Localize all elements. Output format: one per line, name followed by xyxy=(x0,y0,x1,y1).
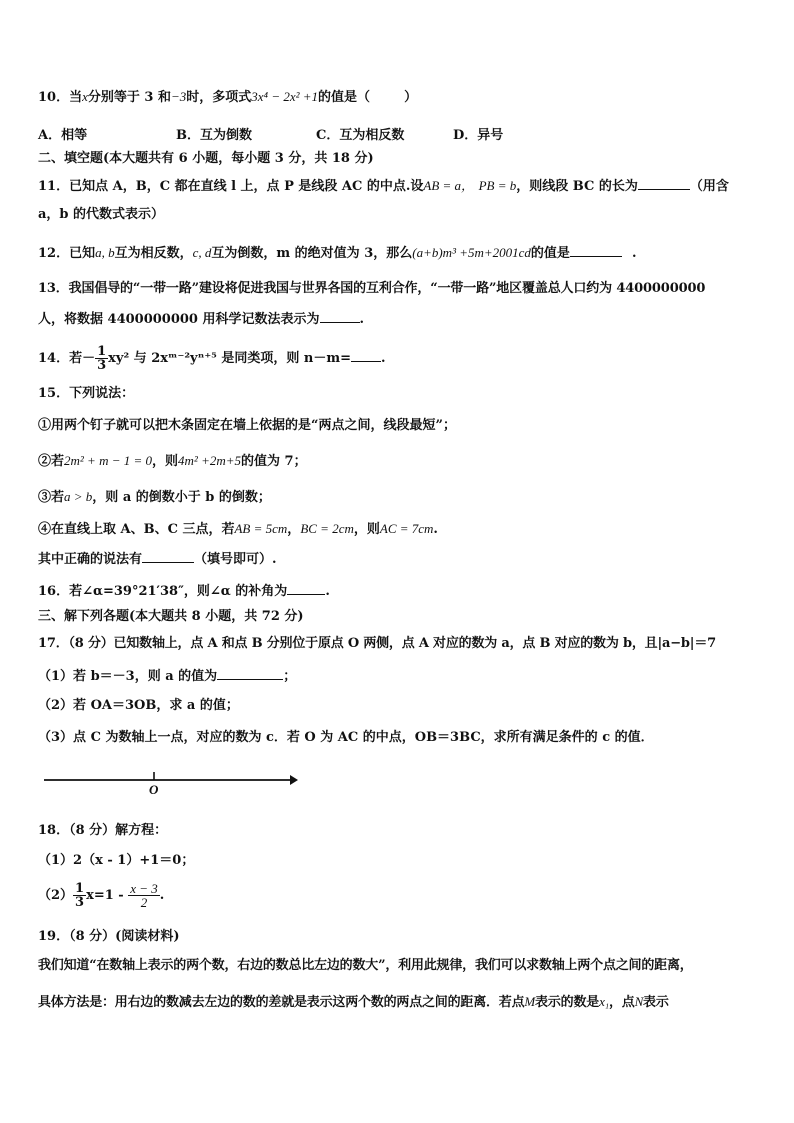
question-11-line1 xyxy=(38,177,758,196)
q12-expr: (a+b)m³ +5m+2001cd xyxy=(412,245,531,260)
answer-blank[interactable] xyxy=(217,667,283,680)
q15-text: ， xyxy=(287,522,301,537)
q15-expr: BC = 2cm xyxy=(300,521,354,536)
q18-text: . xyxy=(159,888,165,903)
q19-var: M xyxy=(524,994,536,1009)
question-19-stem: 19．（8 分）(阅读材料) xyxy=(38,929,180,944)
q15-expr: AB = 5cm xyxy=(234,521,288,536)
q10-text: 10．当 xyxy=(38,90,83,105)
fraction-numerator: 1 xyxy=(75,881,85,896)
section-2-heading: 二、填空题(本大题共有 6 小题，每小题 3 分，共 18 分) xyxy=(38,151,374,166)
q17-part-2: （2）若 OA＝3OB，求 a 的值； xyxy=(38,698,239,713)
q12-text: 互为相反数， xyxy=(114,246,193,261)
q15-conclusion xyxy=(38,550,758,569)
origin-label: O xyxy=(149,782,159,797)
q11-text: ，则线段 BC 的长为 xyxy=(516,179,638,194)
fraction xyxy=(73,882,86,909)
number-line xyxy=(44,770,304,800)
answer-blank[interactable] xyxy=(638,177,690,190)
question-17-stem: 17．（8 分）已知数轴上，点 A 和点 B 分别位于原点 O 两侧，点 A 对应的数为 a，点 B 对应的数为 b，且|a−b|＝7 xyxy=(38,636,716,651)
answer-blank[interactable] xyxy=(142,550,194,563)
q16-text: 16．若∠α=39°21′38″，则∠α 的补角为 xyxy=(38,584,288,599)
q17-text: （1）若 b＝－3，则 a 的值为 xyxy=(38,669,218,684)
fraction-denominator: 3 xyxy=(75,895,85,910)
question-14 xyxy=(38,344,758,374)
answer-blank[interactable] xyxy=(351,349,381,362)
q19-var: x₁ xyxy=(599,994,609,1009)
answer-blank[interactable] xyxy=(320,310,360,323)
section-3-heading: 三、解下列各题(本大题共 8 小题，共 72 分) xyxy=(38,609,304,624)
q12-var: c, d xyxy=(192,245,212,260)
q11-text: 11．已知点 A，B，C 都在直线 l 上，点 P 是线段 AC 的中点.设 xyxy=(38,179,424,194)
q11-expr: AB = a， xyxy=(423,178,475,193)
q11-expr: PB = b xyxy=(478,178,517,193)
q15-text: 的值为 7； xyxy=(241,454,307,469)
fraction-denominator: 3 xyxy=(97,358,107,373)
q15-text: （填号即可）. xyxy=(194,552,277,567)
question-15-title: 15．下列说法： xyxy=(38,386,135,401)
fraction-numerator: 1 xyxy=(97,344,107,359)
q15-text: ，则 a 的倒数小于 b 的倒数； xyxy=(92,490,271,505)
question-10-stem xyxy=(38,88,758,107)
question-12 xyxy=(38,244,758,263)
q10-option-c: C．互为相反数 xyxy=(316,128,405,143)
q18-text: （2） xyxy=(38,888,74,903)
q17-part-3: （3）点 C 为数轴上一点，对应的数为 c．若 O 为 AC 的中点，OB＝3BC，求所有满足条件的 c 的值． xyxy=(38,730,654,745)
q15-text: 其中正确的说法有 xyxy=(38,552,143,567)
q10-text: 时，多项式 xyxy=(186,90,252,105)
q19-text: 表示 xyxy=(643,995,669,1010)
q10-var: x xyxy=(82,89,88,104)
q19-text: 具体方法是：用右边的数减去左边的数的差就是表示这两个数的两点之间的距离．若点 xyxy=(38,995,525,1010)
q14-text: xy² 与 2xᵐ⁻²yⁿ⁺⁵ 是同类项，则 n－m= xyxy=(108,351,352,366)
q12-text: 12．已知 xyxy=(38,246,96,261)
q15-statement-2 xyxy=(38,452,758,471)
q18-part-1: （1）2（x - 1）+1＝0； xyxy=(38,853,195,868)
q12-text: . xyxy=(631,246,637,261)
q15-text: ③若 xyxy=(38,490,65,505)
q10-option-d: D．异号 xyxy=(453,128,504,143)
fraction xyxy=(95,345,108,372)
q12-var: a, b xyxy=(95,245,115,260)
q15-text: ，则 xyxy=(353,522,380,537)
q12-text: 互为倒数，m 的绝对值为 3，那么 xyxy=(211,246,413,261)
q16-text: . xyxy=(325,584,330,599)
question-18-stem: 18．（8 分）解方程： xyxy=(38,823,168,838)
q10-text: 的值是（ xyxy=(318,90,371,105)
q17-part-1 xyxy=(38,667,758,686)
q10-text: 分别等于 3 和 xyxy=(87,90,171,105)
q18-part-2 xyxy=(38,878,758,914)
q13-text: . xyxy=(359,312,365,327)
q11-text: （用含 xyxy=(689,179,729,194)
q19-text: 表示的数是 xyxy=(535,995,600,1010)
q15-statement-1: ①用两个钉子就可以把木条固定在墙上依据的是“两点之间，线段最短”； xyxy=(38,418,456,433)
question-16 xyxy=(38,582,758,601)
q10-polynomial: 3x⁴ − 2x² +1 xyxy=(251,89,319,104)
q19-paragraph-line2 xyxy=(38,993,758,1012)
q15-text: . xyxy=(433,522,438,537)
q19-text: ，点 xyxy=(608,995,635,1010)
arrow-right-icon xyxy=(290,775,298,785)
q10-text: ） xyxy=(404,90,418,105)
fraction-denominator: 2 xyxy=(140,895,148,910)
q15-expr: 4m² +2m+5 xyxy=(178,453,241,468)
q15-text: ④在直线上取 A、B、C 三点，若 xyxy=(38,522,235,537)
answer-blank[interactable] xyxy=(287,582,325,595)
q15-expr: 2m² + m − 1 = 0 xyxy=(64,453,153,468)
answer-blank[interactable] xyxy=(570,244,622,257)
q13-text: 人，将数据 4400000000 用科学记数法表示为 xyxy=(38,312,320,327)
q15-text: ，则 xyxy=(152,454,179,469)
q15-expr: a > b xyxy=(64,489,93,504)
q15-text: ②若 xyxy=(38,454,65,469)
question-13-line2 xyxy=(38,310,758,329)
q18-text: x=1 - xyxy=(86,888,124,903)
q19-var: N xyxy=(634,994,644,1009)
q15-expr: AC = 7cm xyxy=(379,521,434,536)
q15-statement-4 xyxy=(38,520,758,539)
fraction xyxy=(128,882,160,909)
q14-text: . xyxy=(381,351,386,366)
q17-text: ； xyxy=(283,669,297,684)
q10-option-b: B．互为倒数 xyxy=(176,128,252,143)
q12-text: 的值是 xyxy=(530,246,570,261)
q10-value: −3 xyxy=(170,89,187,104)
fraction-numerator: x − 3 xyxy=(130,881,158,896)
q19-paragraph-line1: 我们知道“在数轴上表示的两个数，右边的数总比左边的数大”，利用此规律，我们可以求数轴上两个点之间的距离， xyxy=(38,958,693,973)
q14-text: 14．若－ xyxy=(38,351,96,366)
q10-option-a: A．相等 xyxy=(38,128,88,143)
question-11-line2: a，b 的代数式表示） xyxy=(38,207,165,222)
q15-statement-3 xyxy=(38,488,758,507)
question-13-line1: 13．我国倡导的“一带一路”建设将促进我国与世界各国的互利合作，“一带一路”地区覆盖总人口约为 4400000000 xyxy=(38,281,706,296)
